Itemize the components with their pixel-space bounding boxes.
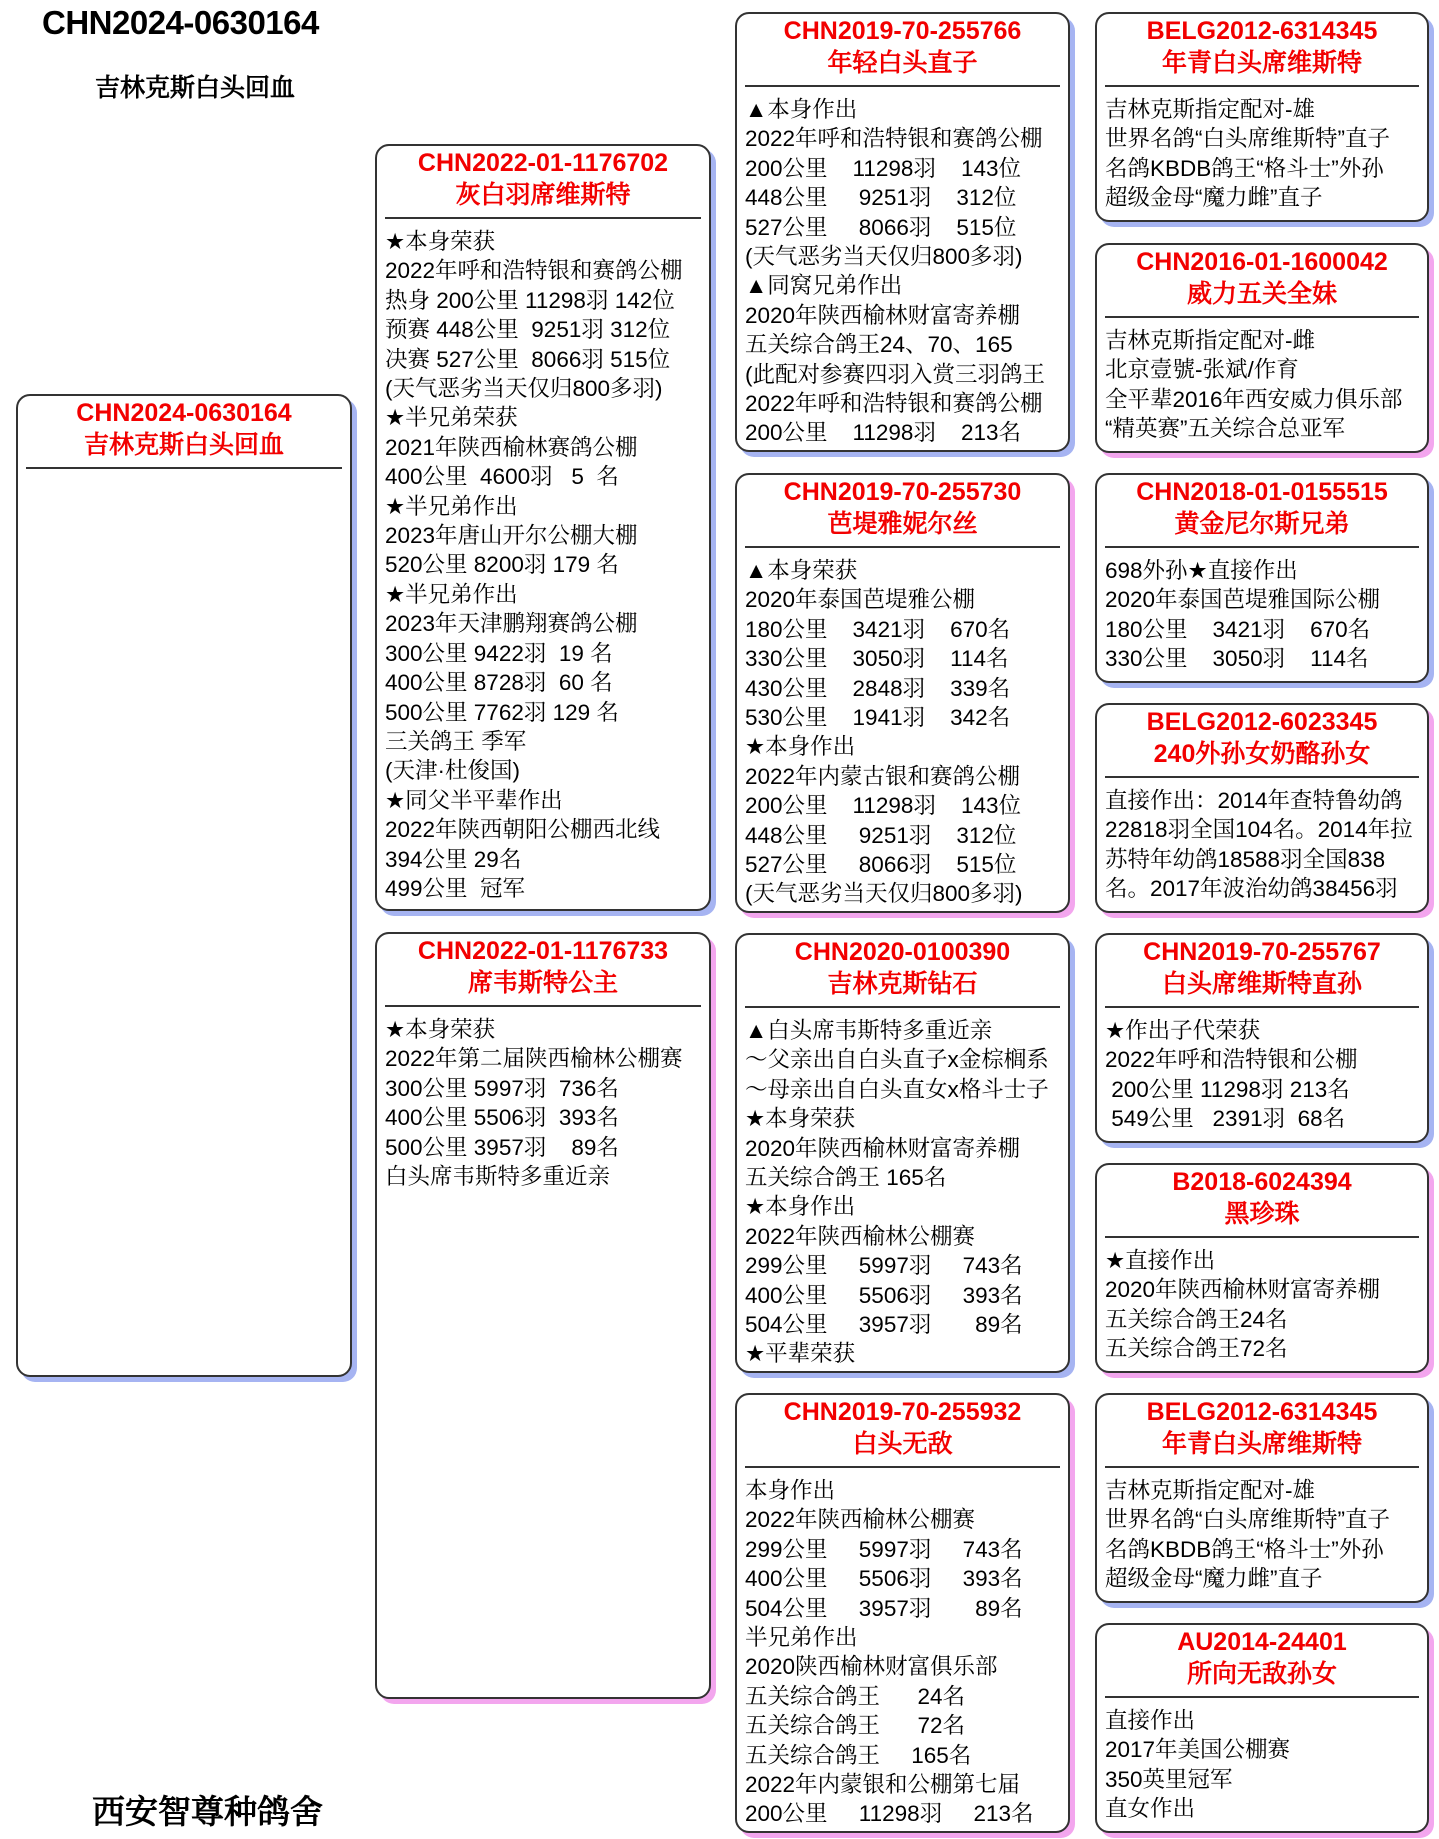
achievement-line: 吉林克斯指定配对-雄	[1105, 97, 1315, 122]
achievement-line: 2022年陕西榆林公棚赛	[745, 1507, 976, 1533]
achievement-line: 2020年陕西榆林财富寄养棚	[745, 302, 1021, 328]
achievement-line: 五关综合鸽王24、70、165	[745, 332, 1013, 358]
achievement-line: 2020年陕西榆林财富寄养棚	[1105, 1277, 1381, 1303]
achievement-line: ★本身荣获	[385, 1017, 496, 1042]
achievement-line: ★半兄弟荣获	[385, 405, 518, 431]
achievement-line: 2020陕西榆林财富俱乐部	[745, 1654, 998, 1680]
bird-name: 所向无敌孙女	[1186, 1660, 1337, 1688]
achievement-line: (天气恶劣当天仅归800多羽)	[745, 881, 1023, 907]
achievement-line: 448公里 9251羽 312位	[745, 822, 1017, 848]
achievement-line: ★作出子代荣获	[1105, 1018, 1261, 1043]
achievement-line: 200公里 11298羽 213名	[745, 420, 1021, 446]
ring-number: CHN2019-70-255932	[783, 1398, 1022, 1426]
bird-name: 吉林克斯钻石	[827, 970, 978, 998]
dam-card[interactable]	[375, 932, 711, 1699]
bird-name: 白头无敌	[852, 1430, 953, 1458]
card-header	[737, 935, 1068, 1000]
ring-number: CHN2019-70-255730	[783, 478, 1022, 506]
bird-name: 黑珍珠	[1224, 1200, 1300, 1228]
divider	[385, 1005, 701, 1007]
achievement-line: 504公里 3957羽 89名	[745, 1595, 1023, 1621]
achievement-line: ～父亲出自白头直子x金棕榈系	[745, 1047, 1049, 1073]
achievement-line: 2023年唐山开尔公棚大棚	[385, 523, 638, 549]
divider	[1105, 1466, 1419, 1468]
achievement-line: 330公里 3050羽 114名	[1105, 646, 1369, 672]
achievements	[1097, 1476, 1427, 1594]
achievement-line: ★直接作出	[1105, 1248, 1216, 1273]
divider	[1105, 776, 1419, 778]
achievement-line: 五关综合鸽王72名	[1105, 1336, 1288, 1362]
achievement-line: 吉林克斯指定配对-雌	[1105, 328, 1315, 353]
achievement-line: 527公里 8066羽 515位	[745, 214, 1017, 240]
achievement-line: 全平辈2016年西安威力俱乐部	[1105, 386, 1403, 412]
ancestor-card-2[interactable]	[1095, 243, 1429, 453]
achievement-line: 330公里 3050羽 114名	[745, 646, 1009, 672]
ring-number: BELG2012-6023345	[1146, 708, 1378, 736]
ring-number: CHN2018-01-0155515	[1136, 478, 1388, 506]
achievement-line: 2022年陕西朝阳公棚西北线	[385, 817, 661, 843]
achievement-line: 三关鸽王 季军	[385, 728, 527, 754]
divider	[745, 1006, 1060, 1008]
divider	[1105, 85, 1419, 87]
achievement-line: (天气恶劣当天仅归800多羽)	[745, 244, 1023, 270]
sire-card[interactable]	[375, 144, 711, 911]
ring-number: AU2014-24401	[1177, 1628, 1347, 1656]
bird-name: 年青白头席维斯特	[1161, 49, 1362, 77]
divider	[1105, 546, 1419, 548]
divider	[1105, 1696, 1419, 1698]
ring-number: CHN2019-70-255766	[783, 17, 1022, 45]
card-header	[737, 1395, 1068, 1460]
achievement-line: ▲白头席韦斯特多重近亲	[745, 1018, 993, 1043]
achievement-line: 本身作出	[745, 1478, 836, 1503]
bird-name: 240外孙女奶酪孙女	[1153, 740, 1371, 768]
achievement-line: 300公里 5997羽 736名	[385, 1075, 619, 1101]
achievement-line: ★平辈荣获	[745, 1341, 856, 1367]
achievement-line: 2020年泰国芭堤雅国际公棚	[1105, 587, 1381, 613]
divider	[745, 85, 1060, 87]
achievement-line: (天气恶劣当天仅归800多羽)	[385, 376, 663, 402]
divider	[1105, 1236, 1419, 1238]
achievement-line: ★本身荣获	[745, 1106, 856, 1132]
achievements	[737, 1016, 1068, 1369]
achievement-line: 预赛 448公里 9251羽 312位	[385, 317, 671, 343]
achievement-line: 名鸽KBDB鸽王“格斗士”外孙	[1105, 1536, 1384, 1562]
achievement-line: 400公里 5506羽 393名	[745, 1282, 1023, 1308]
achievement-line: 2022年内蒙古银和赛鸽公棚	[745, 763, 1021, 789]
card-header	[1097, 1395, 1427, 1460]
achievement-line: 2020年泰国芭堤雅公棚	[745, 587, 976, 613]
ring-number: CHN2020-0100390	[794, 938, 1011, 966]
card-header	[1097, 705, 1427, 770]
achievements	[737, 95, 1068, 448]
achievement-line: ～母亲出自白头直女x格斗士子	[745, 1076, 1049, 1102]
sire-sire-card[interactable]	[735, 12, 1070, 452]
divider	[385, 217, 701, 219]
achievement-line: 世界名鸽“白头席维斯特”直子	[1105, 126, 1390, 152]
bird-name: 灰白羽席维斯特	[455, 181, 631, 209]
bird-name: 年轻白头直子	[827, 49, 978, 77]
card-header	[737, 475, 1068, 540]
achievement-line: 527公里 8066羽 515位	[745, 852, 1017, 878]
achievement-line: 白头席韦斯特多重近亲	[385, 1164, 611, 1190]
achievement-line: 名。2017年波治幼鸽38456羽	[1105, 876, 1398, 902]
achievement-line: 2021年陕西榆林赛鸽公棚	[385, 434, 638, 460]
achievement-line: 世界名鸽“白头席维斯特”直子	[1105, 1507, 1390, 1533]
achievement-line: 五关综合鸽王 165名	[745, 1165, 947, 1191]
achievement-line: 2022年第二届陕西榆林公棚赛	[385, 1046, 683, 1072]
divider	[1105, 1006, 1419, 1008]
achievement-line: 直女作出	[1105, 1796, 1196, 1822]
card-header	[1097, 14, 1427, 79]
achievement-line: 549公里 2391羽 68名	[1105, 1106, 1346, 1132]
achievement-line: 520公里 8200羽 179 名	[385, 552, 619, 578]
achievement-line: 2022年呼和浩特银和赛鸽公棚	[745, 391, 1043, 417]
achievement-line: 2022年呼和浩特银和公棚	[1105, 1047, 1358, 1073]
card-header	[1097, 245, 1427, 310]
achievements	[1097, 786, 1427, 904]
achievements	[1097, 556, 1427, 674]
achievement-line: 2022年呼和浩特银和赛鸽公棚	[745, 126, 1043, 152]
achievements	[737, 556, 1068, 909]
achievement-line: 400公里 8728羽 60 名	[385, 670, 613, 696]
achievement-line: 200公里 11298羽 143位	[745, 793, 1021, 819]
card-header	[1097, 1625, 1427, 1690]
achievement-line: ▲本身荣获	[745, 558, 858, 583]
achievement-line: 300公里 9422羽 19 名	[385, 640, 613, 666]
achievement-line: ★半兄弟作出	[385, 581, 518, 607]
ancestor-card-6[interactable]	[1095, 1163, 1429, 1373]
achievement-line: ▲本身作出	[745, 97, 858, 122]
achievement-line: 吉林克斯指定配对-雄	[1105, 1478, 1315, 1503]
ring-number: BELG2012-6314345	[1146, 17, 1378, 45]
achievement-line: 直接作出：2014年查特鲁幼鸽	[1105, 788, 1403, 813]
achievement-line: 超级金母“魔力雌”直子	[1105, 1566, 1323, 1592]
achievement-line: ★同父半平辈作出	[385, 787, 563, 813]
card-header	[377, 146, 709, 211]
achievement-line: 2023年天津鹏翔赛鸽公棚	[385, 611, 638, 637]
bird-name: 年青白头席维斯特	[1161, 1430, 1362, 1458]
achievement-line: ▲同窝兄弟作出	[745, 273, 903, 299]
card-header	[1097, 935, 1427, 1000]
achievement-line: 350英里冠军	[1105, 1766, 1233, 1792]
achievement-line: 直接作出	[1105, 1708, 1196, 1733]
dam-dam-card[interactable]	[735, 1393, 1070, 1833]
achievement-line: 热身 200公里 11298羽 142位	[385, 287, 675, 313]
divider	[26, 467, 342, 469]
sire-dam-card[interactable]	[735, 473, 1070, 913]
divider	[745, 546, 1060, 548]
achievement-line: 504公里 3957羽 89名	[745, 1312, 1023, 1338]
achievement-line: 500公里 7762羽 129 名	[385, 699, 619, 725]
ancestor-card-1[interactable]	[1095, 12, 1429, 222]
bird-name: 席韦斯特公主	[467, 969, 618, 997]
subject-card[interactable]	[16, 394, 352, 1377]
achievement-line: 苏特年幼鸽18588羽全国838	[1105, 846, 1386, 872]
card-header	[1097, 1165, 1427, 1230]
achievement-line: ★本身作出	[745, 734, 856, 760]
card-header	[377, 934, 709, 999]
bird-name: 芭堤雅妮尔丝	[827, 510, 978, 538]
ancestor-card-7[interactable]	[1095, 1393, 1429, 1603]
bird-name: 威力五关全妹	[1186, 280, 1337, 308]
achievement-line: 448公里 9251羽 312位	[745, 185, 1017, 211]
divider	[745, 1466, 1060, 1468]
bird-name: 黄金尼尔斯兄弟	[1174, 510, 1350, 538]
achievements	[1097, 1706, 1427, 1824]
ring-number: CHN2024-0630164	[76, 399, 292, 427]
achievements	[377, 227, 709, 903]
ancestor-card-3[interactable]	[1095, 473, 1429, 683]
achievement-line: 北京壹號-张斌/作育	[1105, 357, 1299, 383]
achievement-line: 180公里 3421羽 670名	[1105, 616, 1371, 642]
achievements	[737, 1476, 1068, 1829]
achievement-line: “精英赛”五关综合总亚军	[1105, 416, 1345, 442]
achievement-line: 22818羽全国104名。2014年拉	[1105, 817, 1413, 843]
achievement-line: 698外孙★直接作出	[1105, 558, 1298, 583]
loft-name: 西安智尊种鸽舍	[92, 1793, 323, 1830]
achievement-line: 394公里 29名	[385, 846, 522, 872]
achievements	[1097, 1246, 1427, 1364]
achievements	[377, 1015, 709, 1191]
achievement-line: 2022年陕西榆林公棚赛	[745, 1223, 976, 1249]
achievement-line: 400公里 5506羽 393名	[385, 1105, 619, 1131]
achievement-line: 名鸽KBDB鸽王“格斗士”外孙	[1105, 155, 1384, 181]
achievement-line: 五关综合鸽王 165名	[745, 1742, 972, 1768]
achievement-line: 299公里 5997羽 743名	[745, 1536, 1023, 1562]
dam-sire-card[interactable]	[735, 933, 1070, 1373]
divider	[1105, 316, 1419, 318]
card-header	[1097, 475, 1427, 540]
ring-number: CHN2022-01-1176702	[417, 149, 669, 177]
achievement-line: ★本身作出	[745, 1194, 856, 1220]
card-header	[737, 14, 1068, 79]
ring-number: CHN2022-01-1176733	[417, 937, 669, 965]
card-header	[18, 396, 350, 461]
achievement-line: 499公里 冠军	[385, 875, 526, 901]
ring-number: CHN2019-70-255767	[1143, 938, 1381, 966]
achievement-line: (此配对参赛四羽入赏三羽鸽王	[745, 361, 1045, 387]
achievement-line: 五关综合鸽王24名	[1105, 1306, 1288, 1332]
achievement-line: 500公里 3957羽 89名	[385, 1134, 619, 1160]
achievement-line: 五关综合鸽王 24名	[745, 1683, 966, 1709]
achievements	[1097, 95, 1427, 213]
achievements	[1097, 1016, 1427, 1134]
achievement-line: 超级金母“魔力雌”直子	[1105, 185, 1323, 211]
achievement-line: 400公里 4600羽 5 名	[385, 464, 619, 490]
ancestor-card-5[interactable]	[1095, 933, 1429, 1143]
achievement-line: 530公里 1941羽 342名	[745, 705, 1011, 731]
ring-number: CHN2016-01-1600042	[1136, 248, 1388, 276]
achievement-line: 200公里 11298羽 213名	[745, 1801, 1034, 1827]
achievement-line: 决赛 527公里 8066羽 515位	[385, 346, 671, 372]
achievement-line: ★半兄弟作出	[385, 493, 518, 519]
achievement-line: 400公里 5506羽 393名	[745, 1566, 1023, 1592]
ancestor-card-8[interactable]	[1095, 1623, 1429, 1833]
ancestor-card-4[interactable]	[1095, 703, 1429, 913]
achievement-line: 2022年呼和浩特银和赛鸽公棚	[385, 258, 683, 284]
achievement-line: 430公里 2848羽 339名	[745, 675, 1011, 701]
achievement-line: 200公里 11298羽 143位	[745, 155, 1021, 181]
pedigree-ring-number: CHN2024-0630164	[42, 4, 319, 41]
achievement-line: 299公里 5997羽 743名	[745, 1253, 1023, 1279]
achievement-line: 180公里 3421羽 670名	[745, 616, 1011, 642]
ring-number: BELG2012-6314345	[1146, 1398, 1378, 1426]
pedigree-bird-name: 吉林克斯白头回血	[94, 74, 295, 102]
ring-number: B2018-6024394	[1172, 1168, 1352, 1196]
achievement-line: 2020年陕西榆林财富寄养棚	[745, 1135, 1021, 1161]
bird-name: 吉林克斯白头回血	[83, 431, 284, 459]
achievements	[1097, 326, 1427, 444]
achievement-line: 2022年内蒙银和公棚第七届	[745, 1772, 1021, 1798]
achievement-line: 半兄弟作出	[745, 1625, 858, 1651]
achievement-line: (天津·杜俊国)	[385, 758, 520, 784]
achievement-line: 2017年美国公棚赛	[1105, 1737, 1291, 1763]
bird-name: 白头席维斯特直孙	[1161, 970, 1362, 998]
achievement-line: ★本身荣获	[385, 229, 496, 254]
achievement-line: 200公里 11298羽 213名	[1105, 1076, 1350, 1102]
achievement-line: 五关综合鸽王 72名	[745, 1713, 966, 1739]
